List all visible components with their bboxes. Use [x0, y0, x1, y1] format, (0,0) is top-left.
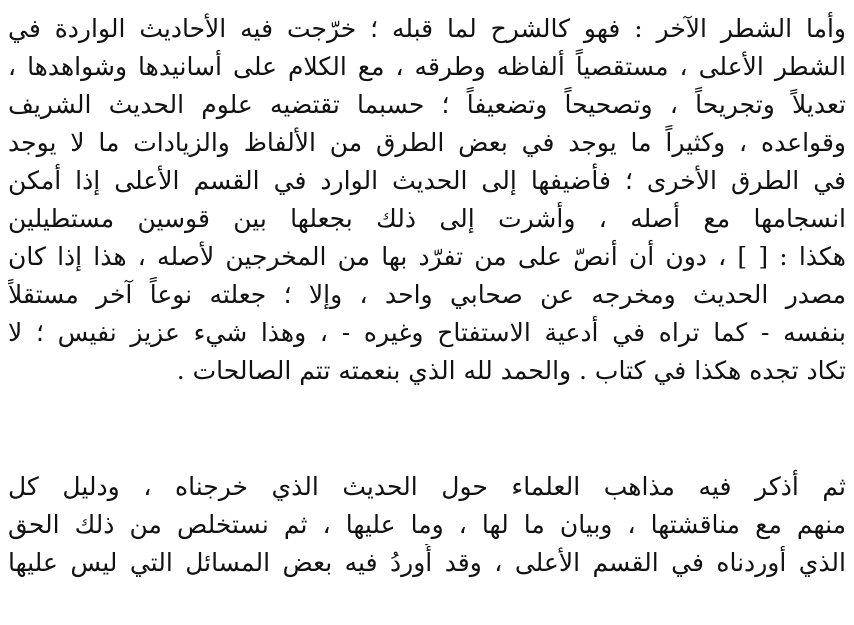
text-line: ثم أذكر فيه مذاهب العلماء حول الحديث الذي خرجناه ، ودليل كل [8, 472, 846, 501]
text-line: الشطر الأعلى ، مستقصياً ألفاظه وطرقه ، مع الكلام على أسانيدها وشواهدها ، [8, 52, 846, 81]
text-line: وأما الشطر الآخر : فهو كالشرح لما قبله ؛ خرّجت فيه الأحاديث الواردة في [8, 14, 846, 43]
text-line: تكاد تجده هكذا في كتاب . والحمد لله الذي بنعمته تتم الصالحات . [176, 356, 846, 385]
paragraph-1 [8, 10, 846, 390]
text-line: انسجامها مع أصله ، وأشرت إلى ذلك بجعلها بين قوسين مستطيلين [8, 204, 846, 233]
text-line: تعديلاً وتجريحاً ، وتصحيحاً وتضعيفاً ؛ حسبما تقتضيه علوم الحديث الشريف [8, 90, 846, 119]
paragraph-2 [8, 468, 846, 582]
page-cutoff [0, 612, 854, 625]
text-line: في الطرق الأخرى ؛ فأضيفها إلى الحديث الوارد في القسم الأعلى إذا أمكن [8, 166, 846, 195]
text-line: الذي أوردناه في القسم الأعلى ، وقد أُوردُ فيه بعض المسائل التي ليس عليها [8, 548, 846, 577]
text-line: هكذا : [ ] ، دون أن أنصّ على من تفرّد بها من المخرجين لأصله ، هذا إذا كان [8, 242, 846, 271]
text-line: منهم مع مناقشتها ، وبيان ما لها ، وما عليها ، ثم نستخلص من ذلك الحق [8, 510, 846, 539]
text-line: وقواعده ، وكثيراً ما يوجد في بعض الطرق من الألفاظ والزيادات ما لا يوجد [8, 128, 846, 157]
text-line: مصدر الحديث ومخرجه عن صحابي واحد ، وإلا ؛ جعلته نوعاً آخر مستقلاً [8, 280, 846, 309]
text-line: بنفسه - كما تراه في أدعية الاستفتاح وغيره - ، وهذا شيء عزيز نفيس ؛ لا [8, 318, 846, 347]
